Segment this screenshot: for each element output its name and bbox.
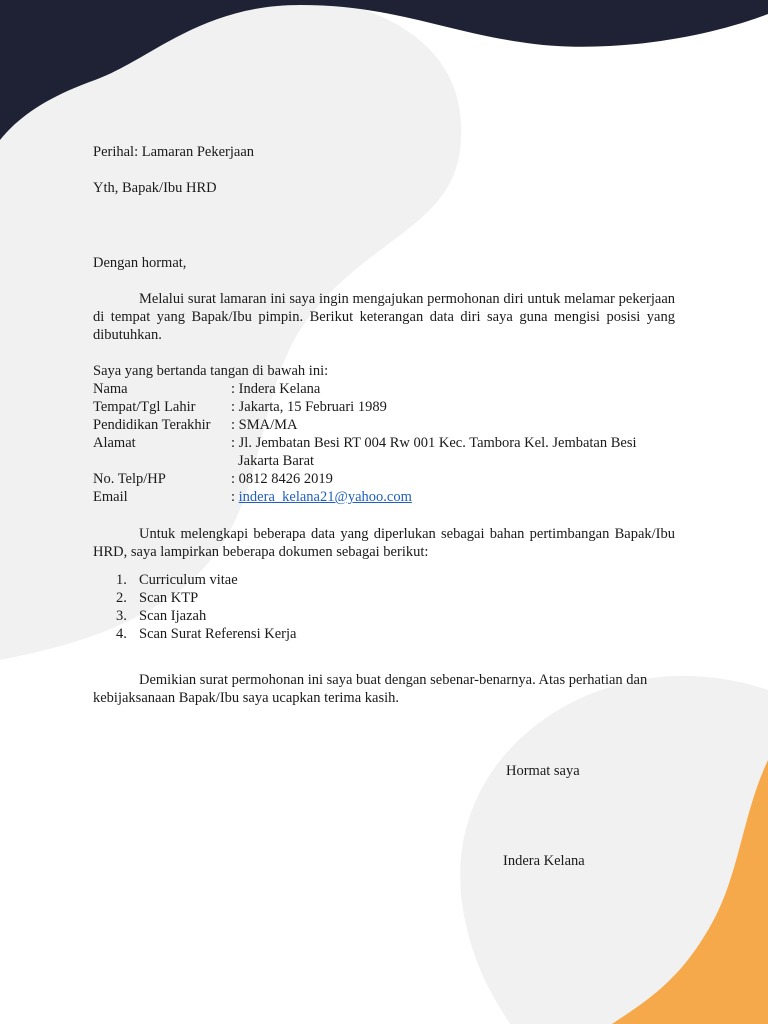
email-link[interactable]: indera_kelana21@yahoo.com: [238, 489, 412, 505]
email-colon: :: [231, 489, 239, 505]
details-intro: Saya yang bertanda tangan di bawah ini:: [93, 363, 329, 379]
list-item-text: Scan Surat Referensi Kerja: [139, 626, 297, 642]
detail-label: Email: [93, 489, 128, 505]
detail-row-birth: [0, 398, 768, 416]
detail-label: Tempat/Tgl Lahir: [93, 399, 196, 415]
detail-label: Pendidikan Terakhir: [93, 417, 211, 433]
list-item-text: Scan KTP: [139, 590, 199, 606]
list-item-number: 2.: [116, 590, 127, 606]
detail-value: : 0812 8426 2019: [231, 471, 333, 487]
letter-greeting: Dengan hormat,: [93, 255, 187, 271]
detail-row-email: [0, 488, 768, 506]
detail-row-address-line2: [0, 452, 768, 470]
intro-paragraph: Melalui surat lamaran ini saya ingin mengajukan permohonan diri untuk melamar pekerjaan di tempat yang Bapak/Ibu pimpin. Berikut keterangan data diri saya guna mengisi posisi yang dibutuhkan.: [93, 291, 675, 343]
detail-value: : Indera Kelana: [231, 381, 321, 397]
detail-label: Nama: [93, 381, 128, 397]
detail-value: [231, 488, 412, 506]
detail-row-address: [0, 434, 768, 452]
detail-value: : Jakarta, 15 Februari 1989: [231, 399, 387, 415]
closing-paragraph: Demikian surat permohonan ini saya buat dengan sebenar-benarnya. Atas perhatian dan kebijaksanaan Bapak/Ibu saya ucapkan terima kasih.: [93, 672, 648, 706]
detail-label: No. Telp/HP: [93, 471, 166, 487]
sign-off: Hormat saya: [506, 763, 580, 779]
letter-recipient: Yth, Bapak/Ibu HRD: [93, 180, 217, 196]
list-item-number: 4.: [116, 626, 127, 642]
attachments-intro: Untuk melengkapi beberapa data yang diperlukan sebagai bahan pertimbangan Bapak/Ibu HRD, saya lampirkan beberapa dokumen sebagai berikut:: [93, 526, 675, 560]
detail-value: : Jl. Jembatan Besi RT 004 Rw 001 Kec. Tambora Kel. Jembatan Besi: [231, 435, 637, 451]
list-item: [0, 607, 768, 625]
list-item-number: 1.: [116, 572, 127, 588]
detail-value: Jakarta Barat: [238, 453, 315, 469]
detail-row-education: [0, 416, 768, 434]
detail-label: Alamat: [93, 435, 136, 451]
list-item: [0, 625, 768, 643]
list-item-number: 3.: [116, 608, 127, 624]
detail-value: : SMA/MA: [231, 417, 298, 433]
list-item-text: Curriculum vitae: [139, 572, 238, 588]
list-item: [0, 571, 768, 589]
detail-row-name: [0, 380, 768, 398]
list-item-text: Scan Ijazah: [139, 608, 207, 624]
signature-name: Indera Kelana: [503, 853, 585, 869]
list-item: [0, 589, 768, 607]
detail-row-phone: [0, 470, 768, 488]
letter-subject: Perihal: Lamaran Pekerjaan: [93, 144, 255, 160]
